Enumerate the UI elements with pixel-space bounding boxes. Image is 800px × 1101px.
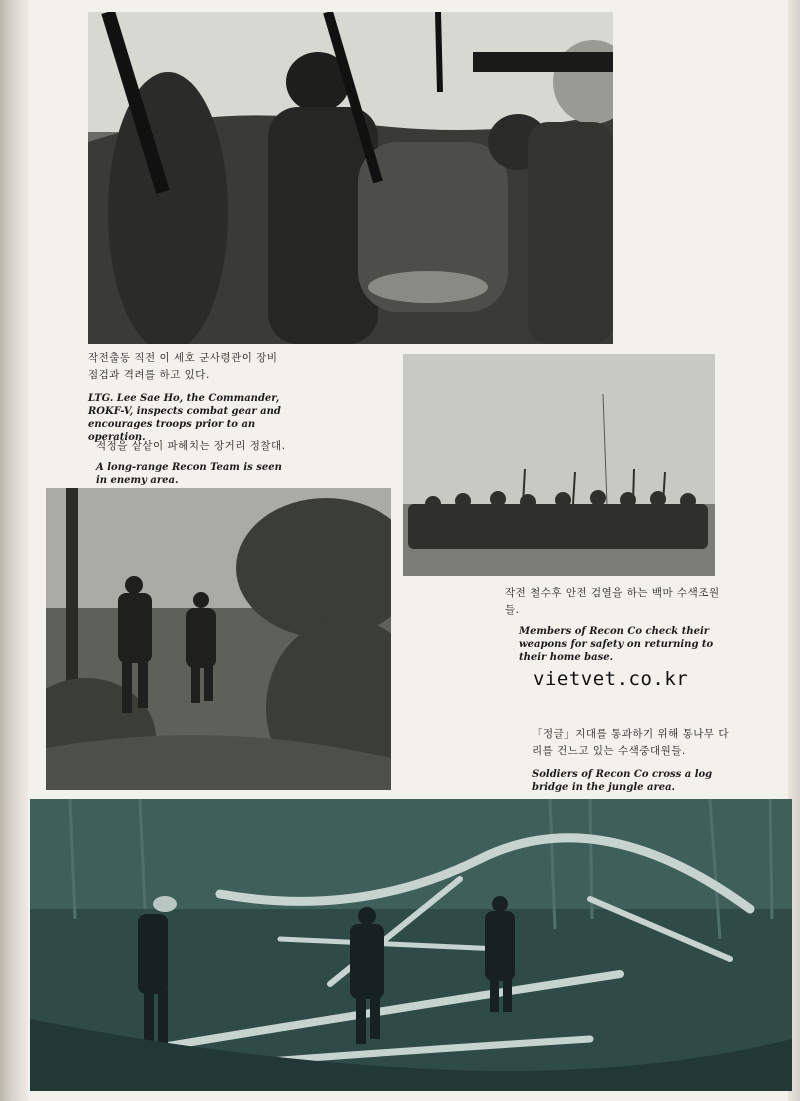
- photo-log-bridge-crossing: [30, 799, 792, 1091]
- site-watermark: vietvet.co.kr: [533, 668, 689, 690]
- caption-commander-korean: 작전출동 직전 이 세호 군사령관이 장비 점검과 격려를 하고 있다.: [88, 352, 278, 381]
- bleed-through-title: [640, 48, 660, 102]
- caption-log-bridge: [532, 726, 732, 794]
- caption-log-bridge-english: Soldiers of Recon Co cross a log bridge in the jungle area.: [532, 769, 713, 793]
- photo-recon-base-check: [403, 354, 715, 576]
- caption-log-bridge-korean: 「정글」지대를 통과하기 위해 통나무 다리를 건느고 있는 수색중대원들.: [532, 728, 729, 757]
- caption-recon-team-korean: 적정을 샅샅이 파헤치는 장거리 정찰대.: [96, 440, 286, 452]
- caption-base-check: [505, 585, 730, 664]
- page-binding-shadow: [0, 0, 28, 1101]
- caption-commander: [88, 350, 288, 444]
- caption-base-check-english: Members of Recon Co check their weapons for safety on returning to their home base.: [519, 626, 714, 663]
- caption-recon-team-english: A long-range Recon Team is seen in enemy area.: [96, 462, 282, 486]
- photo-commander-inspection: [88, 12, 613, 344]
- photo-long-range-recon: [46, 488, 391, 790]
- caption-commander-english: LTG. Lee Sae Ho, the Commander, ROKF-V, inspects combat gear and encourages troops prior to an operation.: [88, 393, 281, 443]
- caption-base-check-korean: 작전 철수후 안전 검열을 하는 백마 수색조원들.: [505, 587, 720, 616]
- caption-recon-team: [96, 438, 296, 487]
